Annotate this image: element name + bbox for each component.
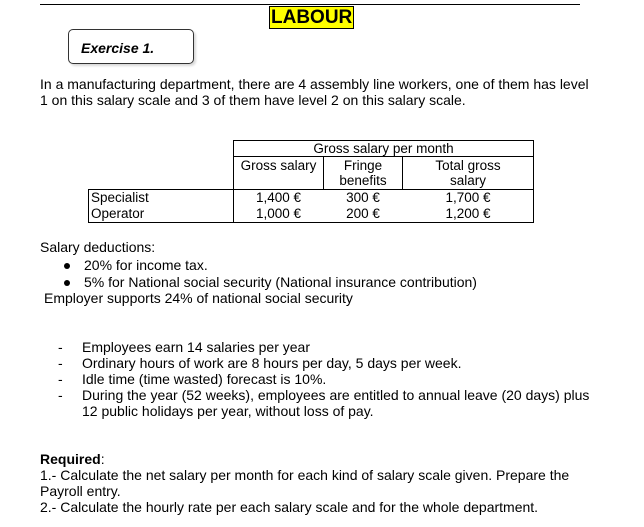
dash-icon: - bbox=[58, 371, 63, 387]
col-header-total-line1: Total gross bbox=[435, 158, 501, 173]
dash-icon: - bbox=[58, 387, 63, 403]
col-header-fringe-line1: Fringe bbox=[343, 158, 383, 173]
list-item bbox=[58, 355, 598, 371]
row-label-operator: Operator bbox=[91, 206, 145, 221]
table-border bbox=[533, 140, 534, 223]
list-item bbox=[62, 274, 477, 291]
list-item bbox=[62, 257, 477, 274]
col-header-total-line2: salary bbox=[449, 173, 486, 188]
dash-icon: - bbox=[58, 339, 63, 355]
list-item-text: During the year (52 weeks), employees are entitled to annual leave (20 days) plus 12 public holidays per year, without loss of pay. bbox=[82, 387, 590, 419]
list-item-text: 20% for income tax. bbox=[84, 257, 208, 273]
list-item bbox=[58, 339, 598, 355]
required-section bbox=[40, 451, 600, 515]
bullet-icon bbox=[64, 280, 70, 286]
cell-operator-fringe: 200 € bbox=[346, 206, 380, 221]
required-heading-text: Required bbox=[40, 451, 101, 467]
cell-specialist-total: 1,700 € bbox=[445, 190, 491, 205]
cell-specialist-fringe: 300 € bbox=[346, 190, 380, 205]
salary-table bbox=[0, 0, 644, 240]
page-title: LABOUR bbox=[271, 7, 353, 28]
list-item-text: 5% for National social security (National insurance contribution) bbox=[84, 274, 477, 290]
col-header-gross: Gross salary bbox=[240, 158, 317, 173]
col-header-total bbox=[403, 158, 533, 188]
list-item-text: Employees earn 14 salaries per year bbox=[82, 339, 311, 355]
list-item bbox=[58, 371, 598, 387]
bullet-icon bbox=[64, 263, 70, 269]
dash-icon: - bbox=[58, 355, 63, 371]
table-border bbox=[233, 156, 534, 157]
required-heading: Required: bbox=[40, 451, 105, 467]
list-item-text: Idle time (time wasted) forecast is 10%. bbox=[82, 371, 327, 387]
required-item: 1.- Calculate the net salary per month for each kind of salary scale given. Prepare the Payroll entry. bbox=[40, 467, 570, 499]
conditions-list bbox=[58, 339, 598, 419]
exercise-label: Exercise 1. bbox=[81, 40, 155, 56]
group-header: Gross salary per month bbox=[313, 141, 454, 156]
col-header-fringe-line2: benefits bbox=[339, 173, 387, 188]
row-label-specialist: Specialist bbox=[91, 190, 149, 205]
table-border bbox=[88, 189, 89, 223]
deductions-title: Salary deductions: bbox=[40, 239, 156, 255]
required-item: 2.- Calculate the hourly rate per each salary scale and for the whole department. bbox=[40, 499, 539, 515]
table-border bbox=[88, 222, 534, 223]
list-item bbox=[58, 387, 598, 419]
col-header-fringe bbox=[324, 158, 402, 188]
intro-paragraph: In a manufacturing department, there are 4 assembly line workers, one of them has level 1 on this salary scale and 3 of them have level 2 on this salary scale. bbox=[40, 76, 589, 108]
employer-note: Employer supports 24% of national social security bbox=[44, 290, 353, 306]
deductions-list bbox=[62, 257, 477, 291]
list-item-text: Ordinary hours of work are 8 hours per day, 5 days per week. bbox=[82, 355, 462, 371]
cell-operator-total: 1,200 € bbox=[445, 206, 491, 221]
cell-operator-gross: 1,000 € bbox=[255, 206, 302, 221]
cell-specialist-gross: 1,400 € bbox=[255, 190, 302, 205]
